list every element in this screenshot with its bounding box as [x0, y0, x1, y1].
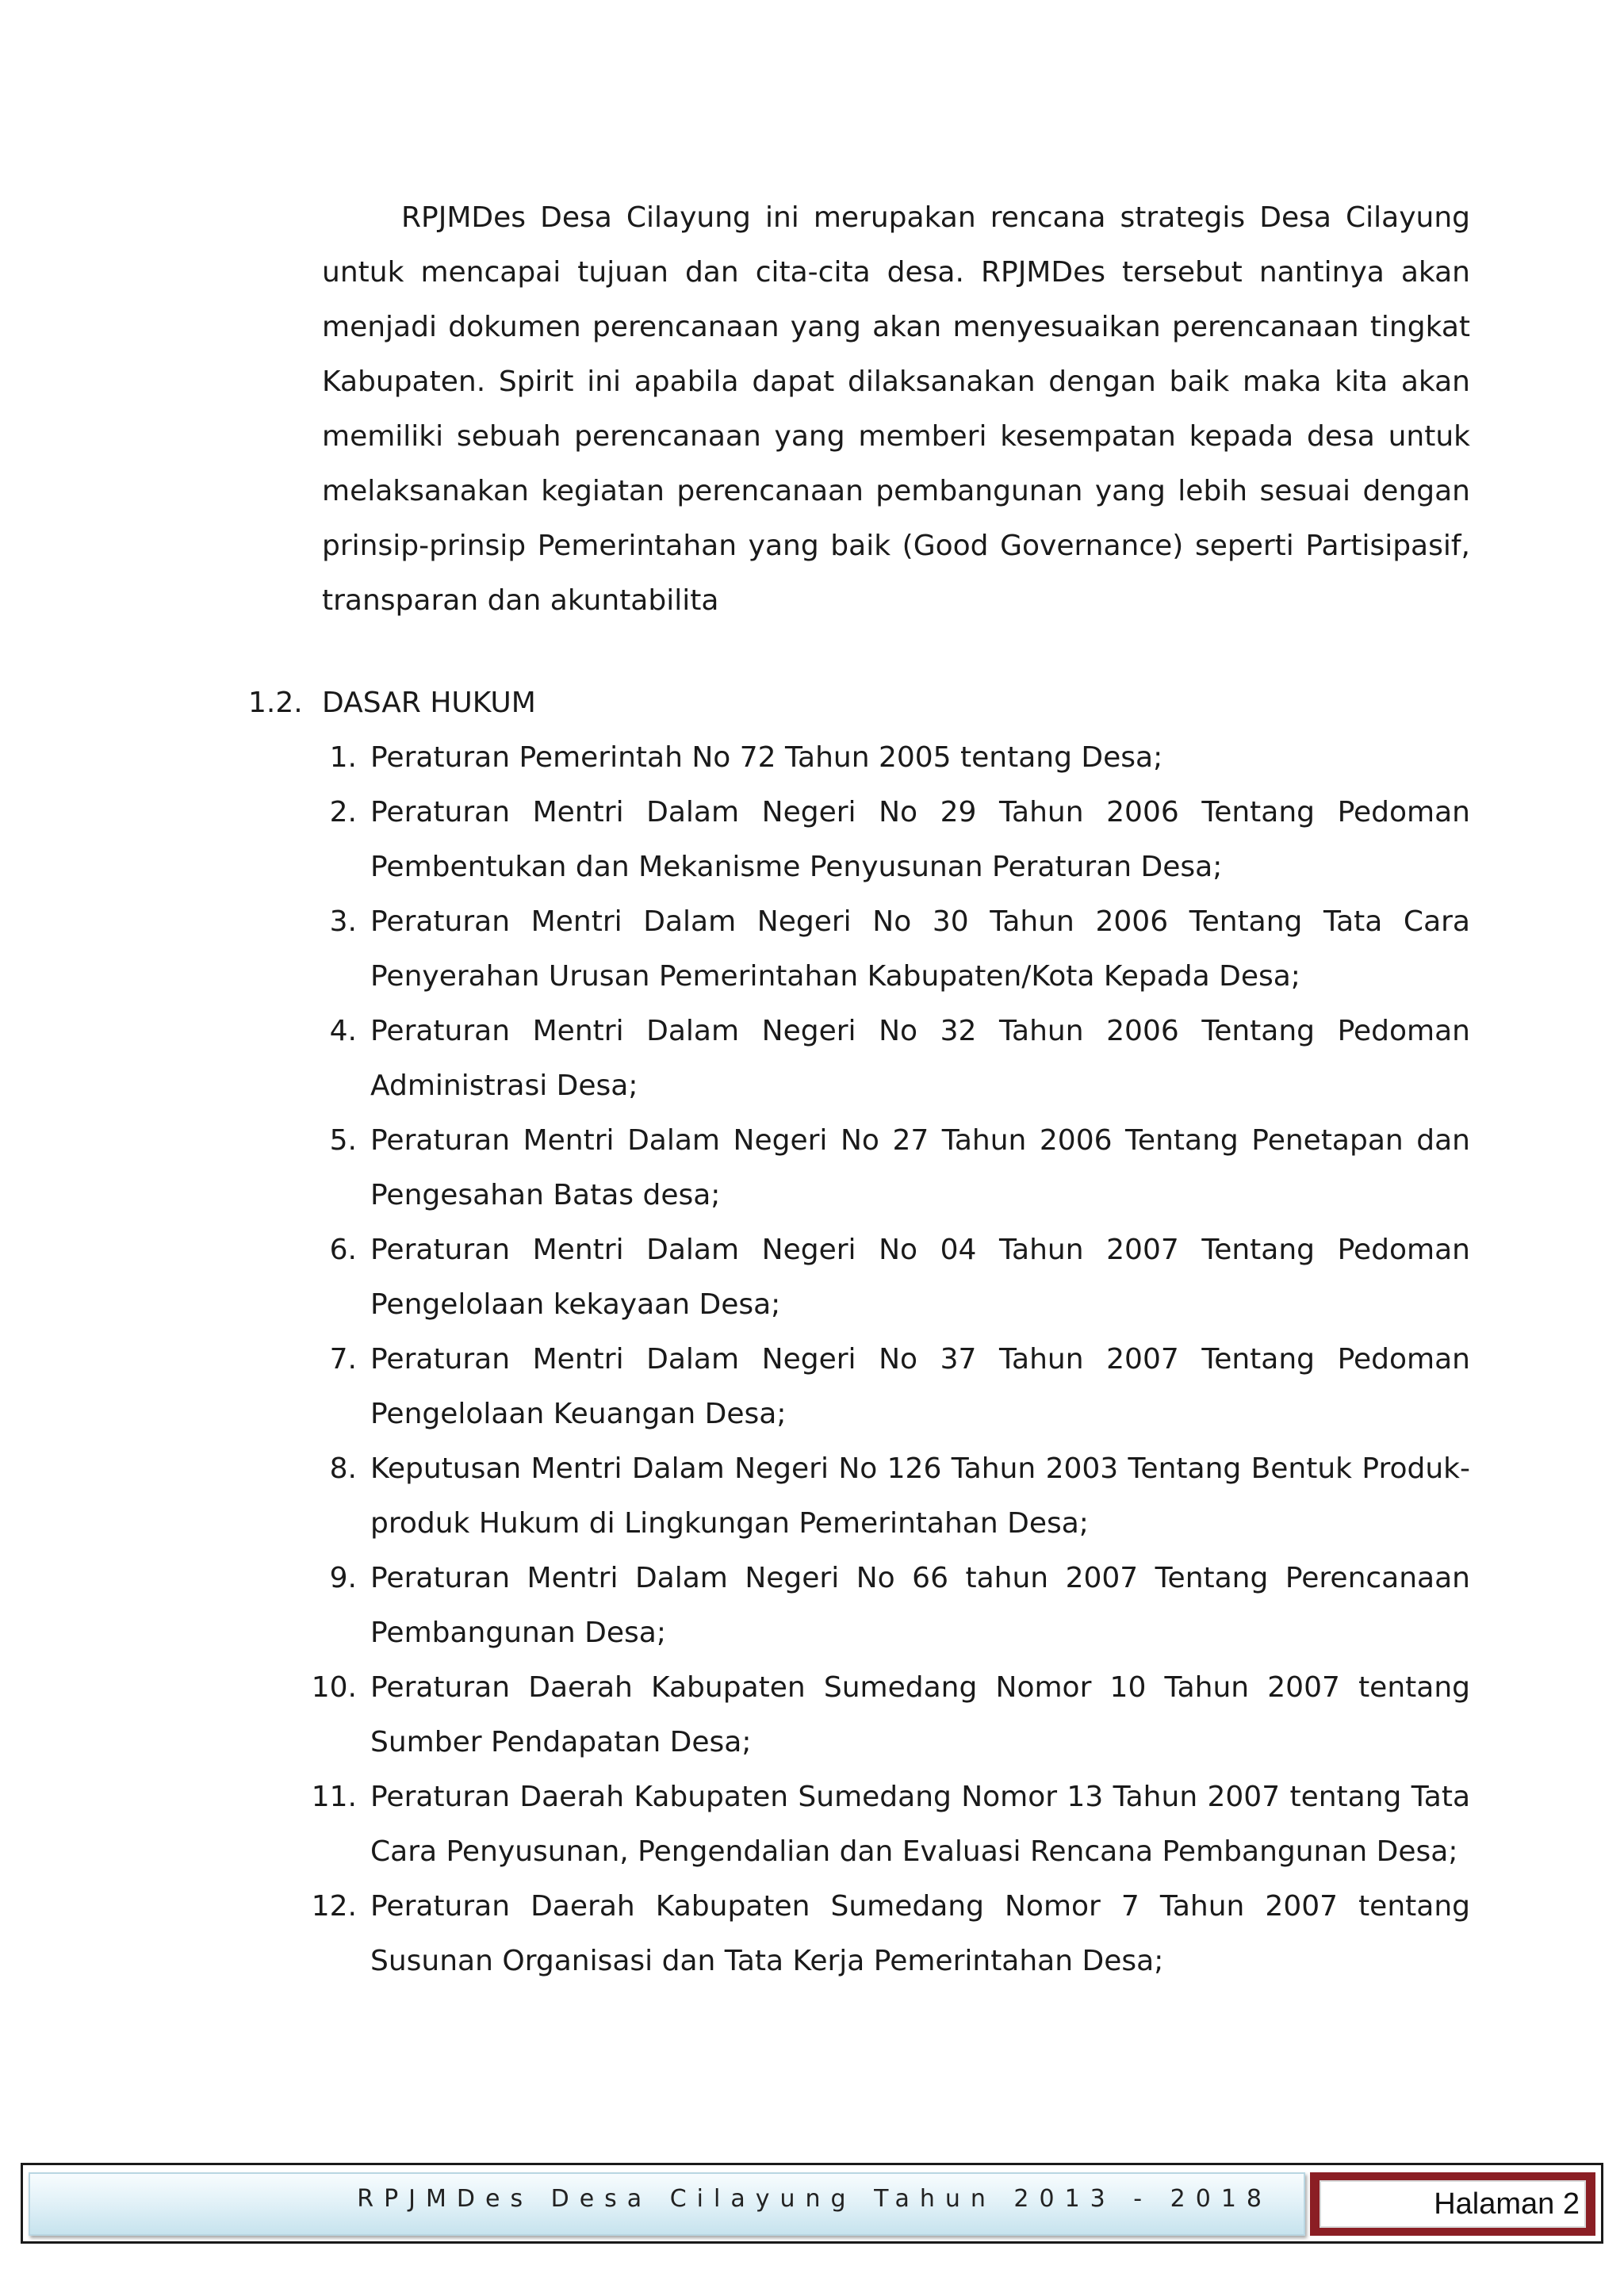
list-item-number: 4. [329, 1015, 357, 1047]
list-item [297, 1332, 1470, 1441]
list-item-text: Peraturan Mentri Dalam Negeri No 37 Tahun 2007 Tentang Pedoman Pengelolaan Keuangan Desa; [370, 1343, 1470, 1430]
list-item-text: Peraturan Daerah Kabupaten Sumedang Nomor 10 Tahun 2007 tentang Sumber Pendapatan Desa; [370, 1671, 1470, 1758]
list-item [297, 1113, 1470, 1223]
list-item [297, 1660, 1470, 1770]
list-item-text: Peraturan Daerah Kabupaten Sumedang Nomor 7 Tahun 2007 tentang Susunan Organisasi dan Tata Kerja Pemerintahan Desa; [370, 1890, 1470, 1977]
list-item-number: 2. [329, 796, 357, 828]
list-item-text: Peraturan Pemerintah No 72 Tahun 2005 tentang Desa; [370, 741, 1163, 774]
list-item [297, 1879, 1470, 1988]
list-item [297, 1004, 1470, 1113]
list-item-number: 1. [329, 741, 357, 774]
section-heading [248, 675, 536, 730]
list-item [297, 1223, 1470, 1332]
list-item [297, 894, 1470, 1004]
list-item-number: 11. [311, 1781, 357, 1813]
list-item-text: Peraturan Mentri Dalam Negeri No 29 Tahun 2006 Tentang Pedoman Pembentukan dan Mekanisme Penyusunan Peraturan Desa; [370, 796, 1470, 883]
list-item-text: Peraturan Mentri Dalam Negeri No 66 tahun 2007 Tentang Perencanaan Pembangunan Desa; [370, 1562, 1470, 1649]
section-number: 1.2. [248, 687, 303, 719]
page-number-box [1310, 2172, 1595, 2236]
list-item-text: Peraturan Daerah Kabupaten Sumedang Nomor 13 Tahun 2007 tentang Tata Cara Penyusunan, Pengendalian dan Evaluasi Rencana Pembangunan Desa; [370, 1781, 1470, 1868]
section-title: DASAR HUKUM [322, 687, 536, 719]
list-item-text: Keputusan Mentri Dalam Negeri No 126 Tahun 2003 Tentang Bentuk Produk-produk Hukum di Lingkungan Pemerintahan Desa; [370, 1452, 1470, 1540]
list-item-number: 12. [311, 1890, 357, 1923]
page-number-label: Halaman 2 [1320, 2180, 1586, 2228]
list-item-number: 9. [329, 1562, 357, 1594]
list-item-number: 7. [329, 1343, 357, 1376]
list-item [297, 1441, 1470, 1551]
footer-title: RPJMDes Desa Cilayung Tahun 2013 - 2018 [357, 2185, 1272, 2213]
intro-paragraph: RPJMDes Desa Cilayung ini merupakan rencana strategis Desa Cilayung untuk mencapai tujuan dan cita-cita desa. RPJMDes tersebut nantinya akan menjadi dokumen perencanaan yang akan menyesuaikan perencanaan tingkat Kabupaten. Spirit ini apabila dapat dilaksanakan dengan baik maka kita akan memiliki sebuah perencanaan yang memberi kesempatan kepada desa untuk melaksanakan kegiatan perencanaan pembangunan yang lebih sesuai dengan prinsip-prinsip Pemerintahan yang baik (Good Governance) seperti Partisipasif, transparan dan akuntabilita [322, 201, 1470, 617]
list-item [297, 1551, 1470, 1660]
list-item [297, 730, 1470, 785]
list-item-number: 3. [329, 905, 357, 938]
footer-band [29, 2172, 1305, 2236]
list-item-text: Peraturan Mentri Dalam Negeri No 30 Tahun 2006 Tentang Tata Cara Penyerahan Urusan Pemerintahan Kabupaten/Kota Kepada Desa; [370, 905, 1470, 993]
list-item-text: Peraturan Mentri Dalam Negeri No 04 Tahun 2007 Tentang Pedoman Pengelolaan kekayaan Desa; [370, 1234, 1470, 1321]
list-item-number: 8. [329, 1452, 357, 1485]
list-item [297, 1770, 1470, 1879]
legal-basis-list [297, 730, 1470, 1988]
list-item-number: 6. [329, 1234, 357, 1266]
list-item-text: Peraturan Mentri Dalam Negeri No 32 Tahun 2006 Tentang Pedoman Administrasi Desa; [370, 1015, 1470, 1102]
list-item-number: 5. [329, 1124, 357, 1157]
list-item-text: Peraturan Mentri Dalam Negeri No 27 Tahun 2006 Tentang Penetapan dan Pengesahan Batas desa; [370, 1124, 1470, 1211]
list-item [297, 785, 1470, 894]
list-item-number: 10. [311, 1671, 357, 1704]
